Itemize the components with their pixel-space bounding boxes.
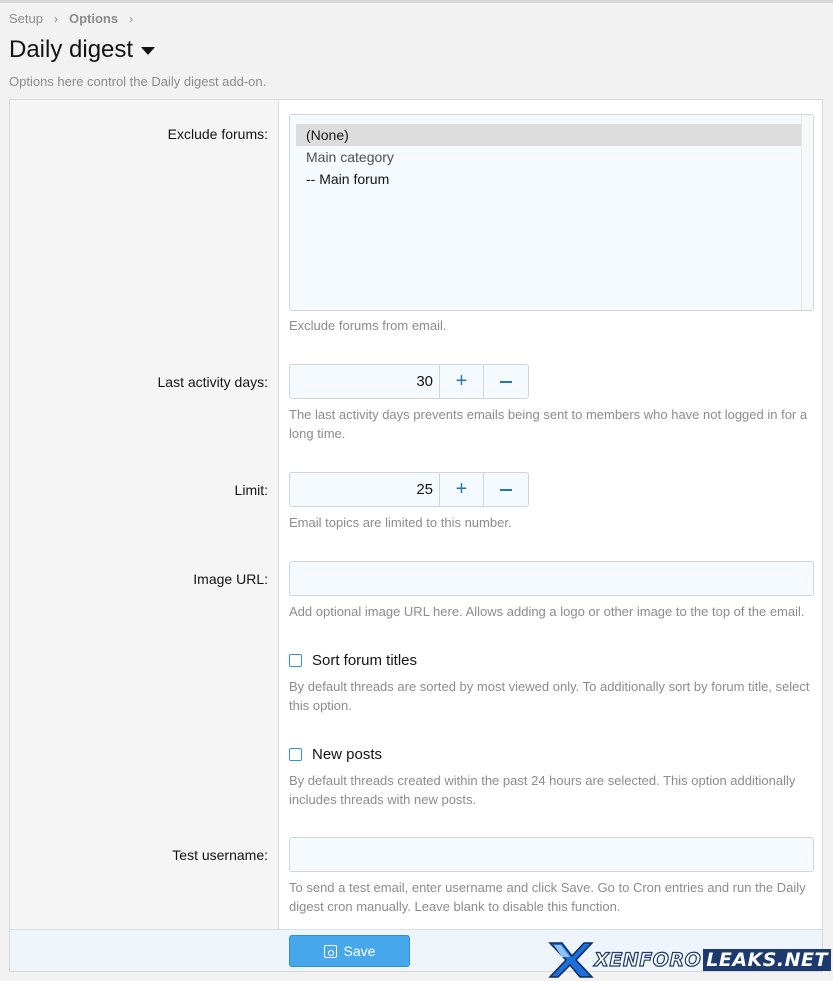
page-title-row[interactable] [9, 36, 155, 64]
top-shade [0, 0, 833, 3]
last-activity-days-input[interactable]: 30 [290, 365, 440, 398]
save-button[interactable] [289, 935, 410, 967]
limit-stepper [289, 472, 529, 507]
test-username-hint: To send a test email, enter username and click Save. Go to Cron entries and run the Daily digest cron manually. Leave blank to disable this function. [289, 880, 806, 914]
image-url-label: Image URL: [193, 571, 268, 587]
sort-forum-titles-checkbox[interactable] [289, 652, 417, 669]
last-activity-days-label: Last activity days: [157, 374, 268, 390]
limit-input[interactable]: 25 [290, 473, 440, 506]
checkbox-icon[interactable] [289, 748, 302, 761]
decrement-button[interactable] [484, 473, 528, 506]
exclude-forums-option[interactable]: (None) [296, 124, 803, 146]
image-url-input[interactable] [289, 561, 814, 596]
decrement-button[interactable] [484, 365, 528, 398]
new-posts-hint: By default threads created within the past 24 hours are selected. This option additionally includes threads with new posts. [289, 773, 796, 807]
watermark-part1: XENFORO [594, 949, 702, 971]
breadcrumb-setup[interactable]: Setup [9, 11, 43, 26]
listbox-scrollbar[interactable] [801, 115, 813, 310]
sort-forum-titles-label: Sort forum titles [312, 652, 418, 669]
options-form [9, 99, 823, 972]
watermark-part2: LEAKS.NET [703, 949, 831, 971]
breadcrumb-options[interactable]: Options [68, 11, 119, 26]
watermark-text [594, 949, 831, 971]
limit-hint: Email topics are limited to this number. [289, 515, 512, 530]
limit-label: Limit: [234, 482, 268, 498]
caret-down-icon[interactable] [141, 47, 155, 55]
increment-button[interactable] [440, 473, 484, 506]
exclude-forums-hint: Exclude forums from email. [289, 318, 447, 333]
breadcrumb [9, 11, 144, 26]
exclude-forums-option[interactable]: Main category [306, 149, 394, 165]
page-description: Options here control the Daily digest add-on. [9, 74, 267, 89]
exclude-forums-option[interactable]: -- Main forum [306, 171, 390, 187]
chevron-right-icon: › [129, 11, 134, 26]
sort-forum-titles-hint: By default threads are sorted by most viewed only. To additionally sort by forum title, select this option. [289, 679, 810, 713]
x-logo-icon [548, 941, 594, 979]
watermark-logo [548, 941, 831, 979]
checkbox-icon[interactable] [289, 654, 302, 667]
exclude-forums-label: Exclude forums: [167, 126, 268, 142]
increment-button[interactable] [440, 365, 484, 398]
plus-icon: + [455, 370, 468, 392]
new-posts-checkbox[interactable] [289, 746, 382, 763]
last-activity-days-stepper [289, 364, 529, 399]
minus-icon [500, 489, 512, 491]
save-icon [324, 945, 337, 958]
plus-icon: + [455, 478, 468, 500]
exclude-forums-select[interactable] [289, 114, 814, 311]
minus-icon [500, 381, 512, 383]
last-activity-days-hint: The last activity days prevents emails being sent to members who have not logged in for a long time. [289, 407, 808, 441]
page-title: Daily digest [9, 36, 134, 63]
new-posts-label: New posts [312, 746, 383, 763]
image-url-hint: Add optional image URL here. Allows adding a logo or other image to the top of the email. [289, 604, 805, 619]
test-username-input[interactable] [289, 837, 814, 872]
chevron-right-icon: › [53, 11, 58, 26]
label-column [10, 100, 279, 930]
save-button-label: Save [343, 943, 376, 959]
test-username-label: Test username: [172, 847, 268, 863]
